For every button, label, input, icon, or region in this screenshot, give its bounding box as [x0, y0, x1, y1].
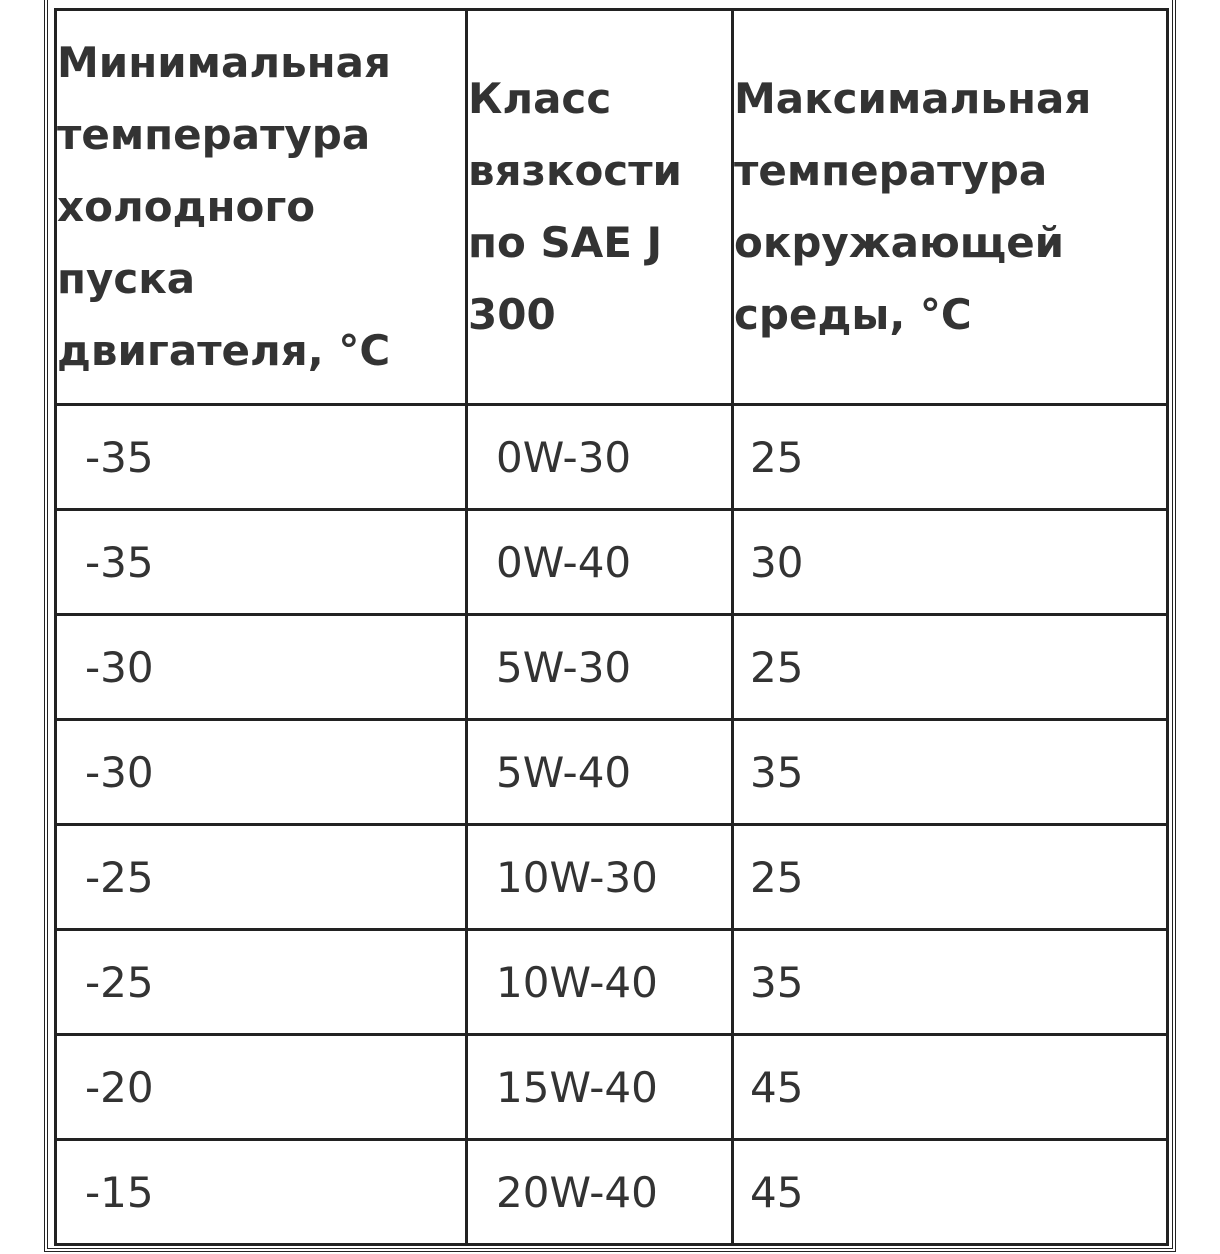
min-temp-cell: -20 [56, 1035, 467, 1140]
min-temp-cell: -35 [56, 510, 467, 615]
header-min-temp: Минимальная температура холодного пуска двигателя, °С [56, 10, 467, 405]
viscosity-class-cell: 0W-40 [467, 510, 733, 615]
min-temp-cell: -25 [56, 825, 467, 930]
viscosity-class-cell: 10W-30 [467, 825, 733, 930]
max-temp-cell: 25 [733, 615, 1168, 720]
max-temp-cell: 45 [733, 1035, 1168, 1140]
table-row [56, 930, 1168, 1035]
max-temp-cell: 45 [733, 1140, 1168, 1245]
table-row [56, 510, 1168, 615]
min-temp-cell: -35 [56, 405, 467, 510]
min-temp-cell: -30 [56, 720, 467, 825]
table-row [56, 1140, 1168, 1245]
table-row [56, 825, 1168, 930]
table-row [56, 615, 1168, 720]
max-temp-cell: 35 [733, 930, 1168, 1035]
viscosity-class-cell: 5W-40 [467, 720, 733, 825]
table-row [56, 405, 1168, 510]
viscosity-table [54, 8, 1169, 1246]
table-row [56, 1035, 1168, 1140]
max-temp-cell: 25 [733, 825, 1168, 930]
min-temp-cell: -15 [56, 1140, 467, 1245]
min-temp-cell: -25 [56, 930, 467, 1035]
max-temp-cell: 25 [733, 405, 1168, 510]
header-viscosity-class: Класс вязкости по SAE J 300 [467, 10, 733, 405]
viscosity-class-cell: 20W-40 [467, 1140, 733, 1245]
header-row [56, 10, 1168, 405]
viscosity-class-cell: 10W-40 [467, 930, 733, 1035]
header-max-temp: Максимальная температура окружающей среды, °С [733, 10, 1168, 405]
min-temp-cell: -30 [56, 615, 467, 720]
viscosity-class-cell: 5W-30 [467, 615, 733, 720]
viscosity-class-cell: 0W-30 [467, 405, 733, 510]
table-row [56, 720, 1168, 825]
max-temp-cell: 35 [733, 720, 1168, 825]
viscosity-class-cell: 15W-40 [467, 1035, 733, 1140]
max-temp-cell: 30 [733, 510, 1168, 615]
